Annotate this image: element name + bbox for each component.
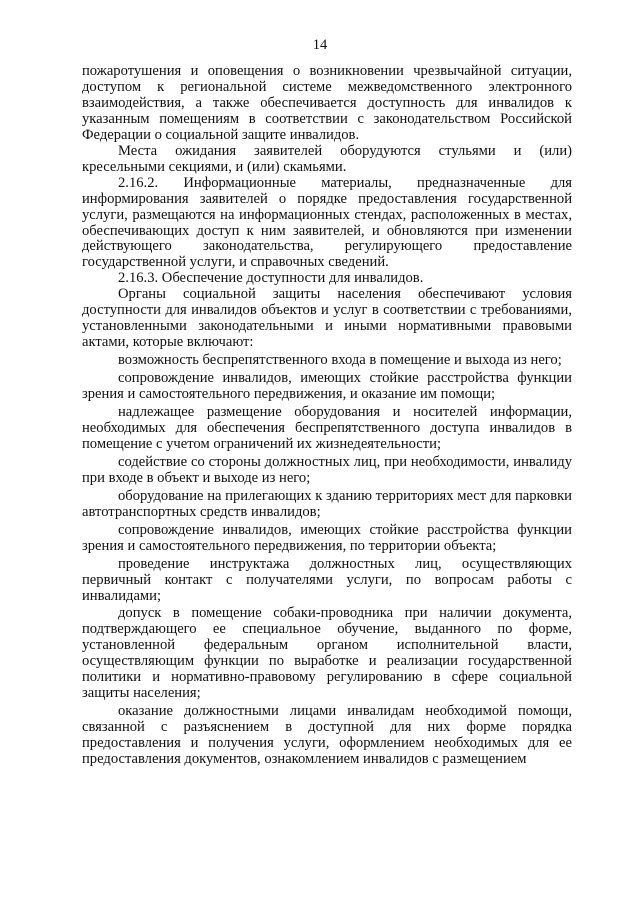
paragraph: Места ожидания заявителей оборудуются стульями и (или) кресельными секциями, и (или) скамьями. [82, 142, 572, 175]
list-item: оказание должностными лицами инвалидам необходимой помощи, связанной с разъяснением в доступной для них форме порядка предоставления и получения услуги, оформлением необходимых для ее предоставления документов, ознакомлением инвалидов с размещением [82, 703, 572, 768]
document-body [82, 64, 572, 768]
list-item: сопровождение инвалидов, имеющих стойкие расстройства функции зрения и самостоятельного передвижения, и оказание им помощи; [82, 370, 572, 403]
list-item: допуск в помещение собаки-проводника при наличии документа, подтверждающего ее специальное обучение, выданного по форме, установленной федеральным органом исполнительной власти, осуществляющим функции по выработке и реализации государственной политики и нормативно-правовому регулированию в сфере социальной защиты населения; [82, 605, 572, 702]
list-item: сопровождение инвалидов, имеющих стойкие расстройства функции зрения и самостоятельного передвижения, по территории объекта; [82, 521, 572, 554]
list-item: содействие со стороны должностных лиц, при необходимости, инвалиду при входе в объект и выходе из него; [82, 453, 572, 486]
paragraph: 2.16.3. Обеспечение доступности для инвалидов. [118, 270, 424, 287]
paragraph: 2.16.2. Информационные материалы, предназначенные для информирования заявителей о порядке предоставления государственной услуги, размещаются на информационных стендах, расположенных в местах, обеспечивающих доступ к ним заявителей, и обновляются при изменении действующего законодательства, регулирующего предоставление государственной услуги, и справочных сведений. [82, 174, 572, 271]
paragraph: пожаротушения и оповещения о возникновении чрезвычайной ситуации, доступом к региональной системе межведомственного электронного взаимодействия, а также обеспечивается доступность для инвалидов к указанным помещениям в соответствии с законодательством Российской Федерации о социальной защите инвалидов. [82, 63, 572, 143]
list-item: возможность беспрепятственного входа в помещение и выхода из него; [118, 352, 562, 369]
list-item: надлежащее размещение оборудования и носителей информации, необходимых для обеспечения беспрепятственного доступа инвалидов в помещение с учетом ограничений их жизнедеятельности; [82, 404, 572, 452]
list-item: оборудование на прилегающих к зданию территориях мест для парковки автотранспортных средств инвалидов; [82, 487, 572, 520]
list-item: проведение инструктажа должностных лиц, осуществляющих первичный контакт с получателями услуги, по вопросам работы с инвалидами; [82, 555, 572, 604]
page-number: 14 [312, 37, 328, 53]
paragraph: Органы социальной защиты населения обеспечивают условия доступности для инвалидов объектов и услуг в соответствии с требованиями, установленными законодательными и иными нормативными правовыми актами, которые включают: [82, 286, 572, 351]
